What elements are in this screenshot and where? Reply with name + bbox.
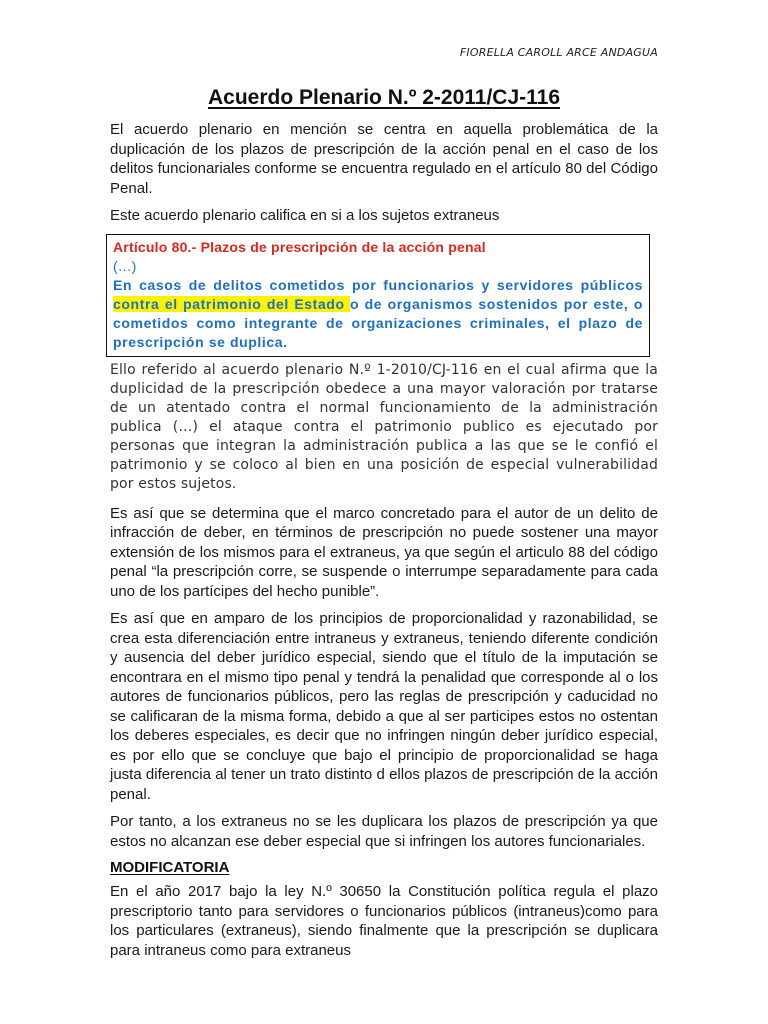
page-title: Acuerdo Plenario N.º 2-2011/CJ-116 xyxy=(208,86,560,109)
document-body xyxy=(110,120,658,968)
quote-body xyxy=(113,276,643,352)
section-heading-modificatoria: MODIFICATORIA xyxy=(110,859,230,876)
author-name: FIORELLA CAROLL ARCE ANDAGUA xyxy=(459,46,658,59)
quote-ellipsis: (…) xyxy=(113,257,137,274)
quote-text-after-highlight: o de organismos sostenidos por este, o cometidos como integrante de organizaciones criminales, el plazo de prescripción se duplica. xyxy=(113,295,643,350)
extraneus-line: Este acuerdo plenario califica en si a los sujetos extraneus xyxy=(110,207,500,224)
paragraph-modificatoria: En el año 2017 bajo la ley N.º 30650 la Constitución política regula el plazo prescriptorio tanto para servidores o funcionarios públicos (intraneus)como para los particulares (extraneus), siendo finalmente que la prescripción se duplicara para intraneus como para extraneus xyxy=(110,883,658,959)
intro-paragraph: El acuerdo plenario en mención se centra en aquella problemática de la duplicación de los plazos de prescripción de la acción penal en el caso de los delitos funcionariales conforme se encuentra regulado en el artículo 80 del Código Penal. xyxy=(110,121,658,197)
paragraph-proportionality: Es así que en amparo de los principios de proporcionalidad y razonabilidad, se crea esta diferenciación entre intraneus y extraneus, teniendo diferente condición y ausencia del deber jurídico especial, siendo que el título de la imputación se encontrara en el mismo tipo penal y tendrá la penalidad que corresponde al o los autores de funcionarios públicos, pero las reglas de prescripción y caducidad no se calificaran de la misma forma, debido a que al ser participes estos no ostentan los deberes especiales, es decir que no infringen ningún deber jurídico especial, es por ello que se concluye que bajo el principio de proporcionalidad se haga justa diferencia al tener un trato distinto d ellos plazos de prescripción de la acción penal. xyxy=(110,610,658,803)
paragraph-conclusion: Por tanto, a los extraneus no se les duplicara los plazos de prescripción ya que estos no alcanzan ese deber especial que si infringen los autores funcionariales. xyxy=(110,813,658,850)
quote-text-before-highlight: En casos de delitos cometidos por funcionarios y servidores públicos xyxy=(113,276,643,293)
reference-paragraph: Ello referido al acuerdo plenario N.º 1-2010/CJ-116 en el cual afirma que la duplicidad de la prescripción obedece a una mayor valoración por tratarse de un atentado contra el normal funcionamiento de la administración publica (…) el ataque contra el patrimonio publico es ejecutado por personas que integran la administración publica a las que se le confió el patrimonio y se coloco al bien en una posición de especial vulnerabilidad por estos sujetos. xyxy=(110,361,658,492)
quote-highlighted-text: contra el patrimonio del Estado xyxy=(113,295,351,312)
quote-heading: Artículo 80.- Plazos de prescripción de la acción penal xyxy=(113,238,486,255)
paragraph-extension: Es así que se determina que el marco concretado para el autor de un delito de infracción de deber, en términos de prescripción no puede sostener una mayor extensión de los mismos para el extraneus, ya que según el articulo 88 del código penal “la prescripción corre, se suspende o interrumpe separadamente para cada uno de los partícipes del hecho punible”. xyxy=(110,504,658,600)
article-80-quote-box xyxy=(106,234,650,357)
